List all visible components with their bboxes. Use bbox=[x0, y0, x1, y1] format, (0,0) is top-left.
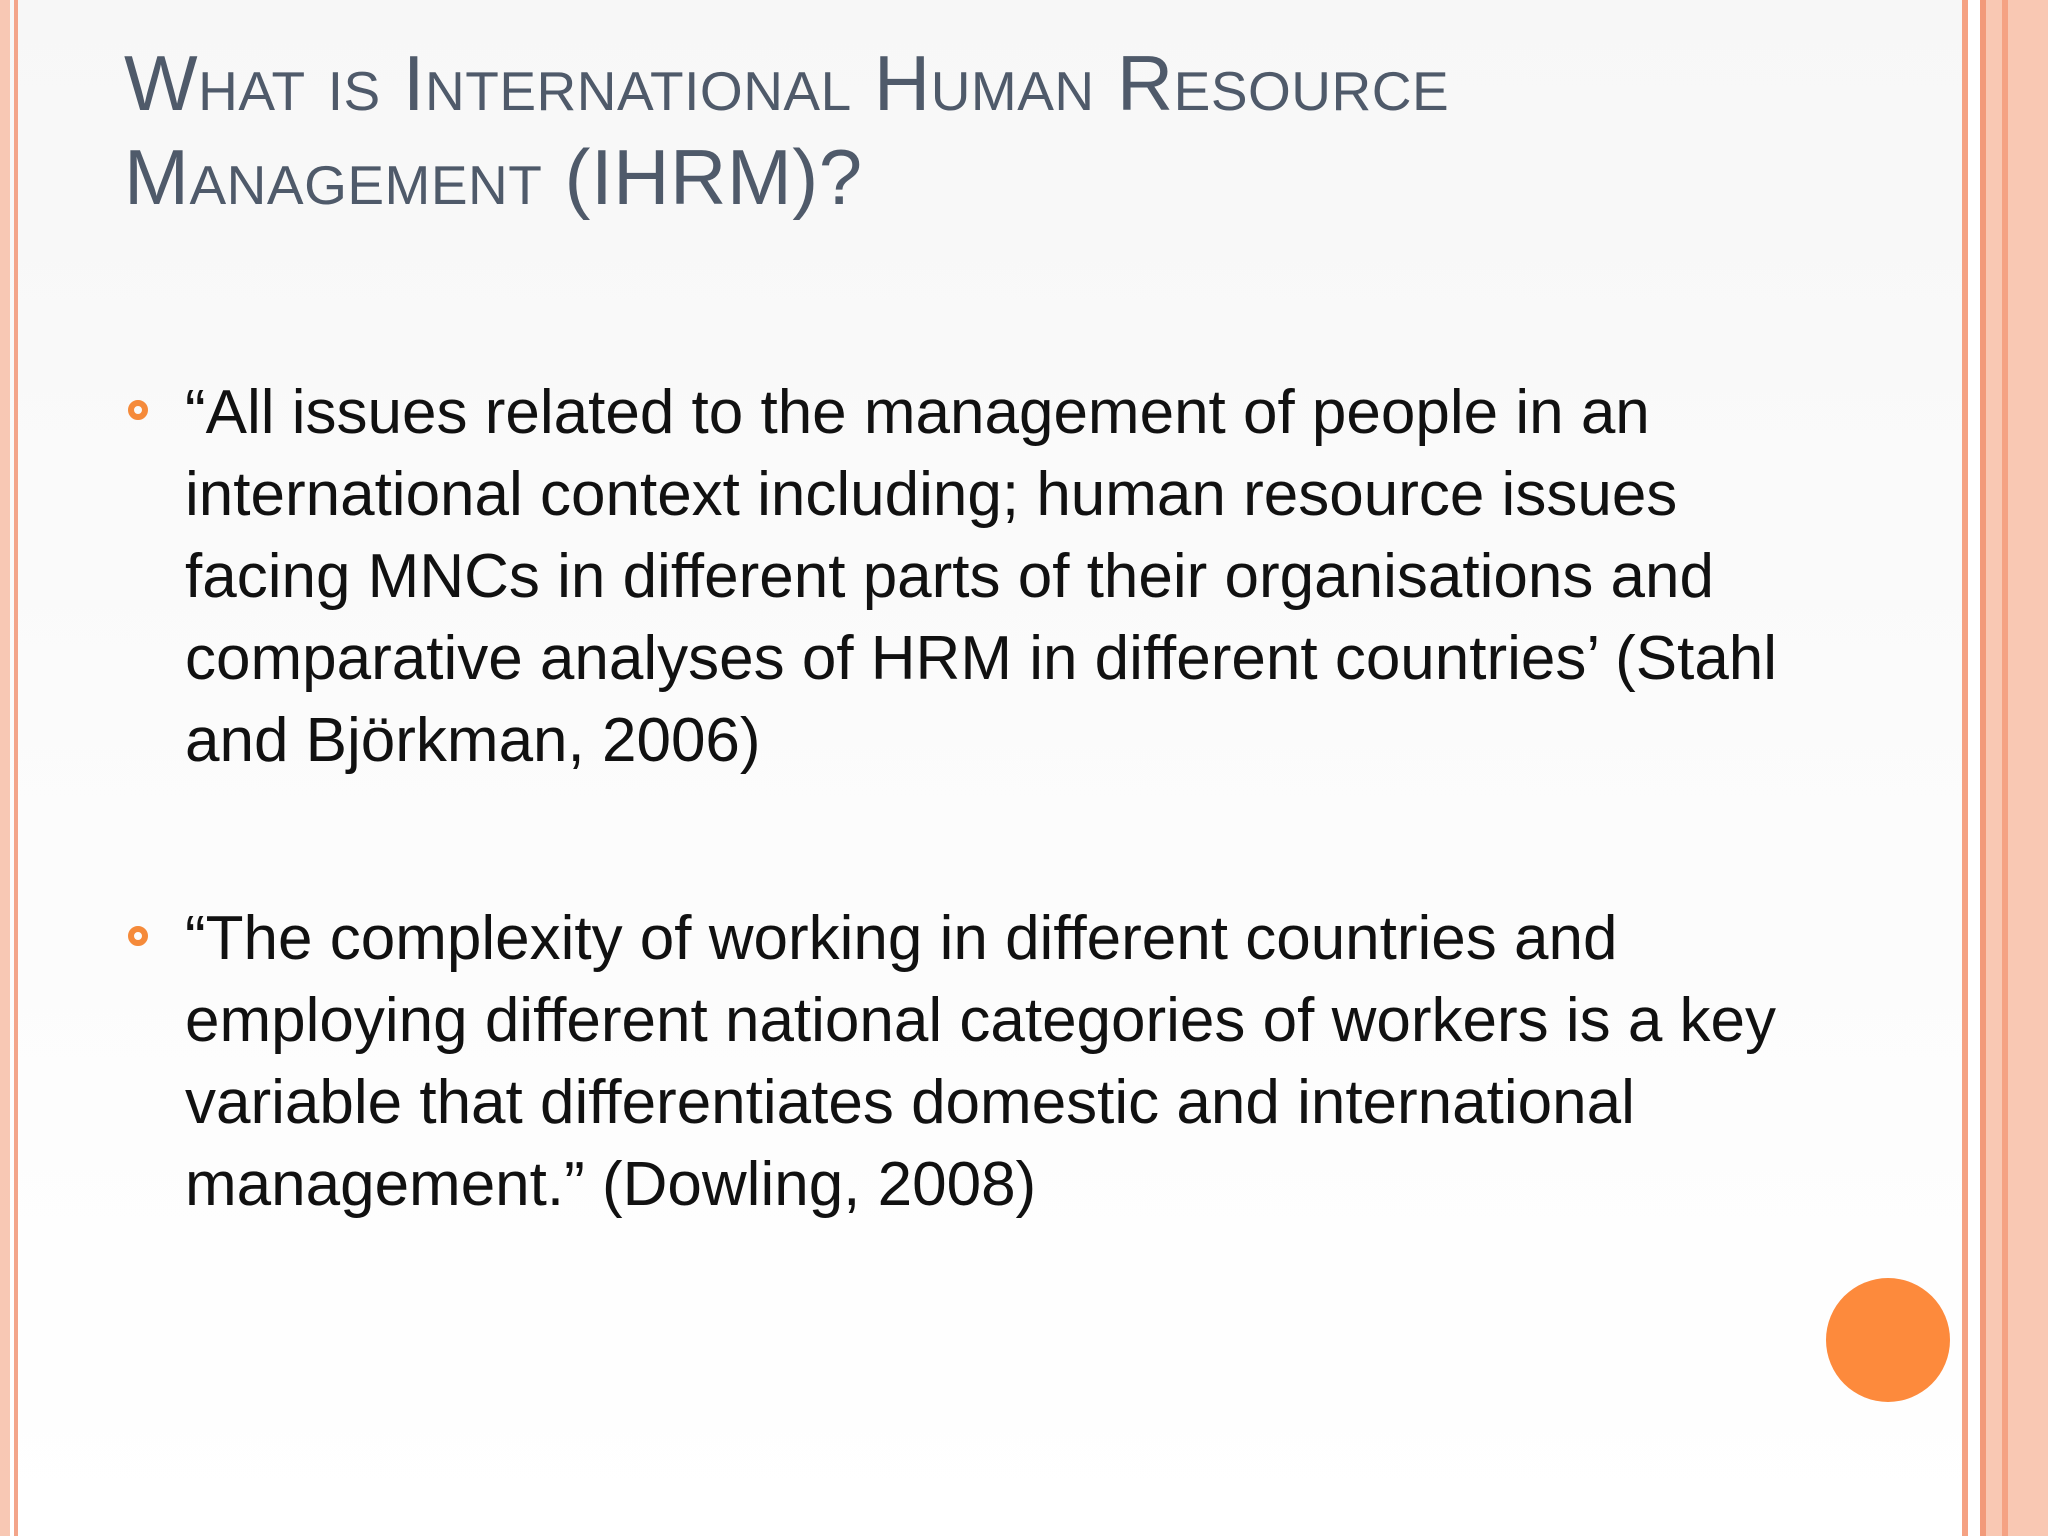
left-decorative-rule-inner bbox=[14, 0, 18, 1536]
slide-title: What is International Human Resource Management (IHRM)? bbox=[124, 39, 1450, 221]
orange-accent-circle bbox=[1826, 1278, 1950, 1402]
circle-bullet-icon bbox=[128, 926, 148, 946]
bullet-list bbox=[124, 372, 1804, 1342]
bullet-item bbox=[124, 372, 1804, 782]
circle-bullet-icon bbox=[128, 400, 148, 420]
right-decorative-band bbox=[1986, 0, 2048, 1536]
left-decorative-rule bbox=[0, 0, 10, 1536]
bullet-text: “All issues related to the management of people in an international context including; human resource issues facing MNCs in different parts of their organisations and comparative analyses of HRM in different countries’ (Stahl and Björkman, 2006) bbox=[185, 378, 1778, 775]
right-decorative-stripe bbox=[2002, 0, 2008, 1536]
right-decorative-gap bbox=[1968, 0, 1980, 1536]
bullet-item bbox=[124, 898, 1804, 1226]
bullet-text: “The complexity of working in different countries and employing different national categories of workers is a key variable that differentiates domestic and international management.” (Dowling, 2008) bbox=[185, 904, 1777, 1219]
